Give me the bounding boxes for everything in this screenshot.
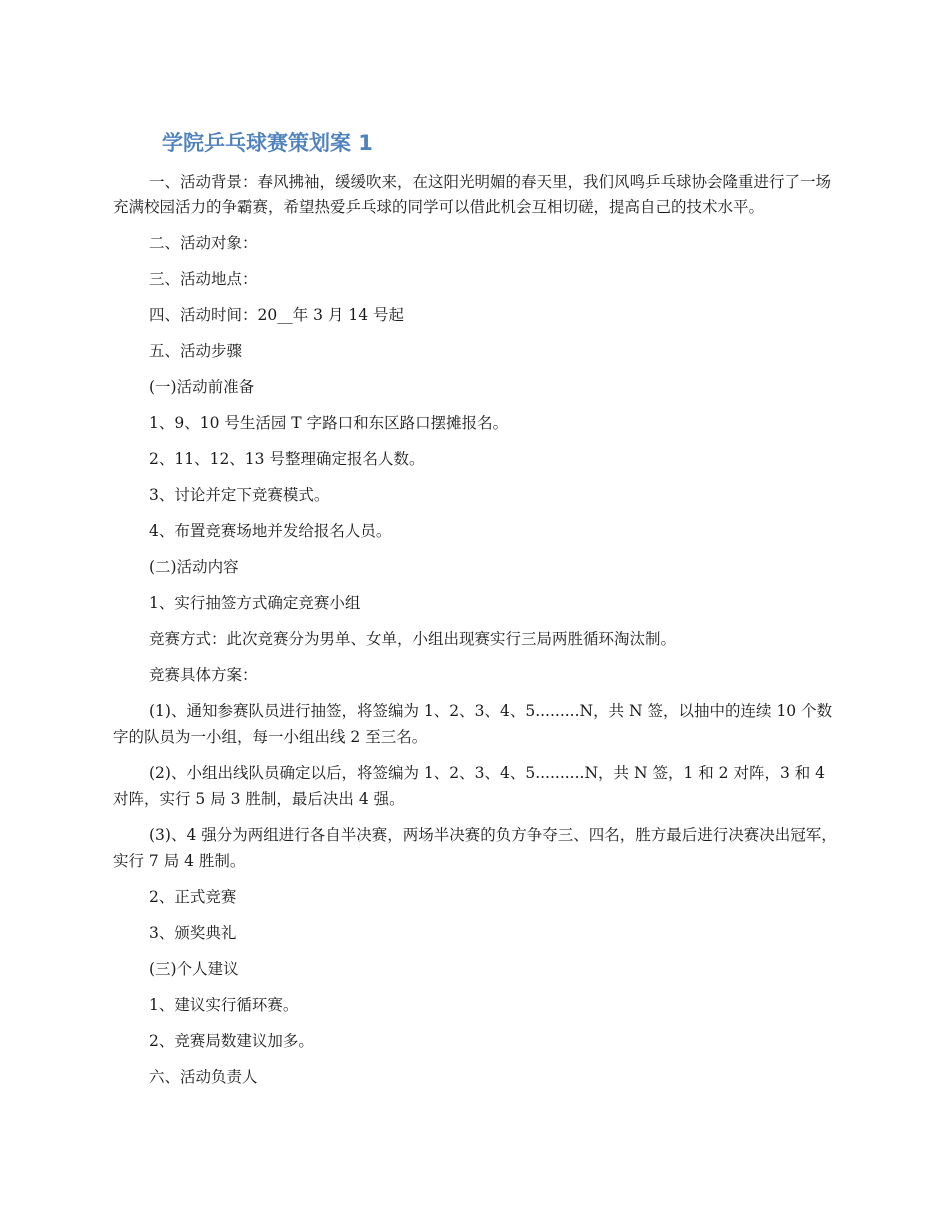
plan-item: (3)、4 强分为两组进行各自半决赛，两场半决赛的负方争夺三、四名，胜方最后进行决赛决出冠军，实行 7 局 4 胜制。: [113, 826, 837, 870]
list-item: 2、11、12、13 号整理确定报名人数。: [149, 450, 425, 468]
list-item: 1、建议实行循环赛。: [149, 996, 299, 1014]
paragraph-location: 三、活动地点：: [149, 270, 258, 288]
paragraph-format: 竞赛方式：此次竞赛分为男单、女单，小组出现赛实行三局两胜循环淘汰制。: [149, 630, 677, 648]
document-title: 学院乒乓球赛策划案 1: [162, 131, 373, 155]
paragraph-background: 一、活动背景：春风拂袖，缓缓吹来，在这阳光明媚的春天里，我们风鸣乒乓球协会隆重进行了一场充满校园活力的争霸赛，希望热爱乒乓球的同学可以借此机会互相切磋，提高自己的技术水平。: [113, 173, 832, 216]
list-item: 4、布置竞赛场地并发给报名人员。: [149, 522, 392, 540]
list-item: 3、讨论并定下竞赛模式。: [149, 486, 330, 504]
section-heading-owner: 六、活动负责人: [149, 1068, 258, 1086]
list-item: 1、9、10 号生活园 T 字路口和东区路口摆摊报名。: [149, 414, 509, 432]
plan-item: (1)、通知参赛队员进行抽签，将签编为 1、2、3、4、5.........N，共 N 签，以抽中的连续 10 个数字的队员为一小组，每一小组出线 2 至三名。: [113, 702, 833, 746]
subsection-heading-preparation: (一)活动前准备: [149, 378, 255, 396]
document-body: [113, 170, 840, 1090]
list-item: 1、实行抽签方式确定竞赛小组: [149, 594, 361, 612]
subsection-heading-content: (二)活动内容: [149, 558, 239, 576]
subsection-heading-suggestions: (三)个人建议: [149, 960, 239, 978]
paragraph-time: 四、活动时间：20__年 3 月 14 号起: [149, 306, 405, 324]
list-item: 3、颁奖典礼: [149, 924, 237, 942]
list-item: 2、竞赛局数建议加多。: [149, 1032, 314, 1050]
paragraph-plan-heading: 竞赛具体方案：: [149, 666, 258, 684]
list-item: 2、正式竞赛: [149, 888, 237, 906]
section-heading-steps: 五、活动步骤: [149, 342, 243, 360]
plan-item: (2)、小组出线队员确定以后，将签编为 1、2、3、4、5..........N，共 N 签，1 和 2 对阵，3 和 4 对阵，实行 5 局 3 胜制，最后决出 4 强。: [113, 764, 826, 808]
paragraph-target: 二、活动对象：: [149, 234, 258, 252]
